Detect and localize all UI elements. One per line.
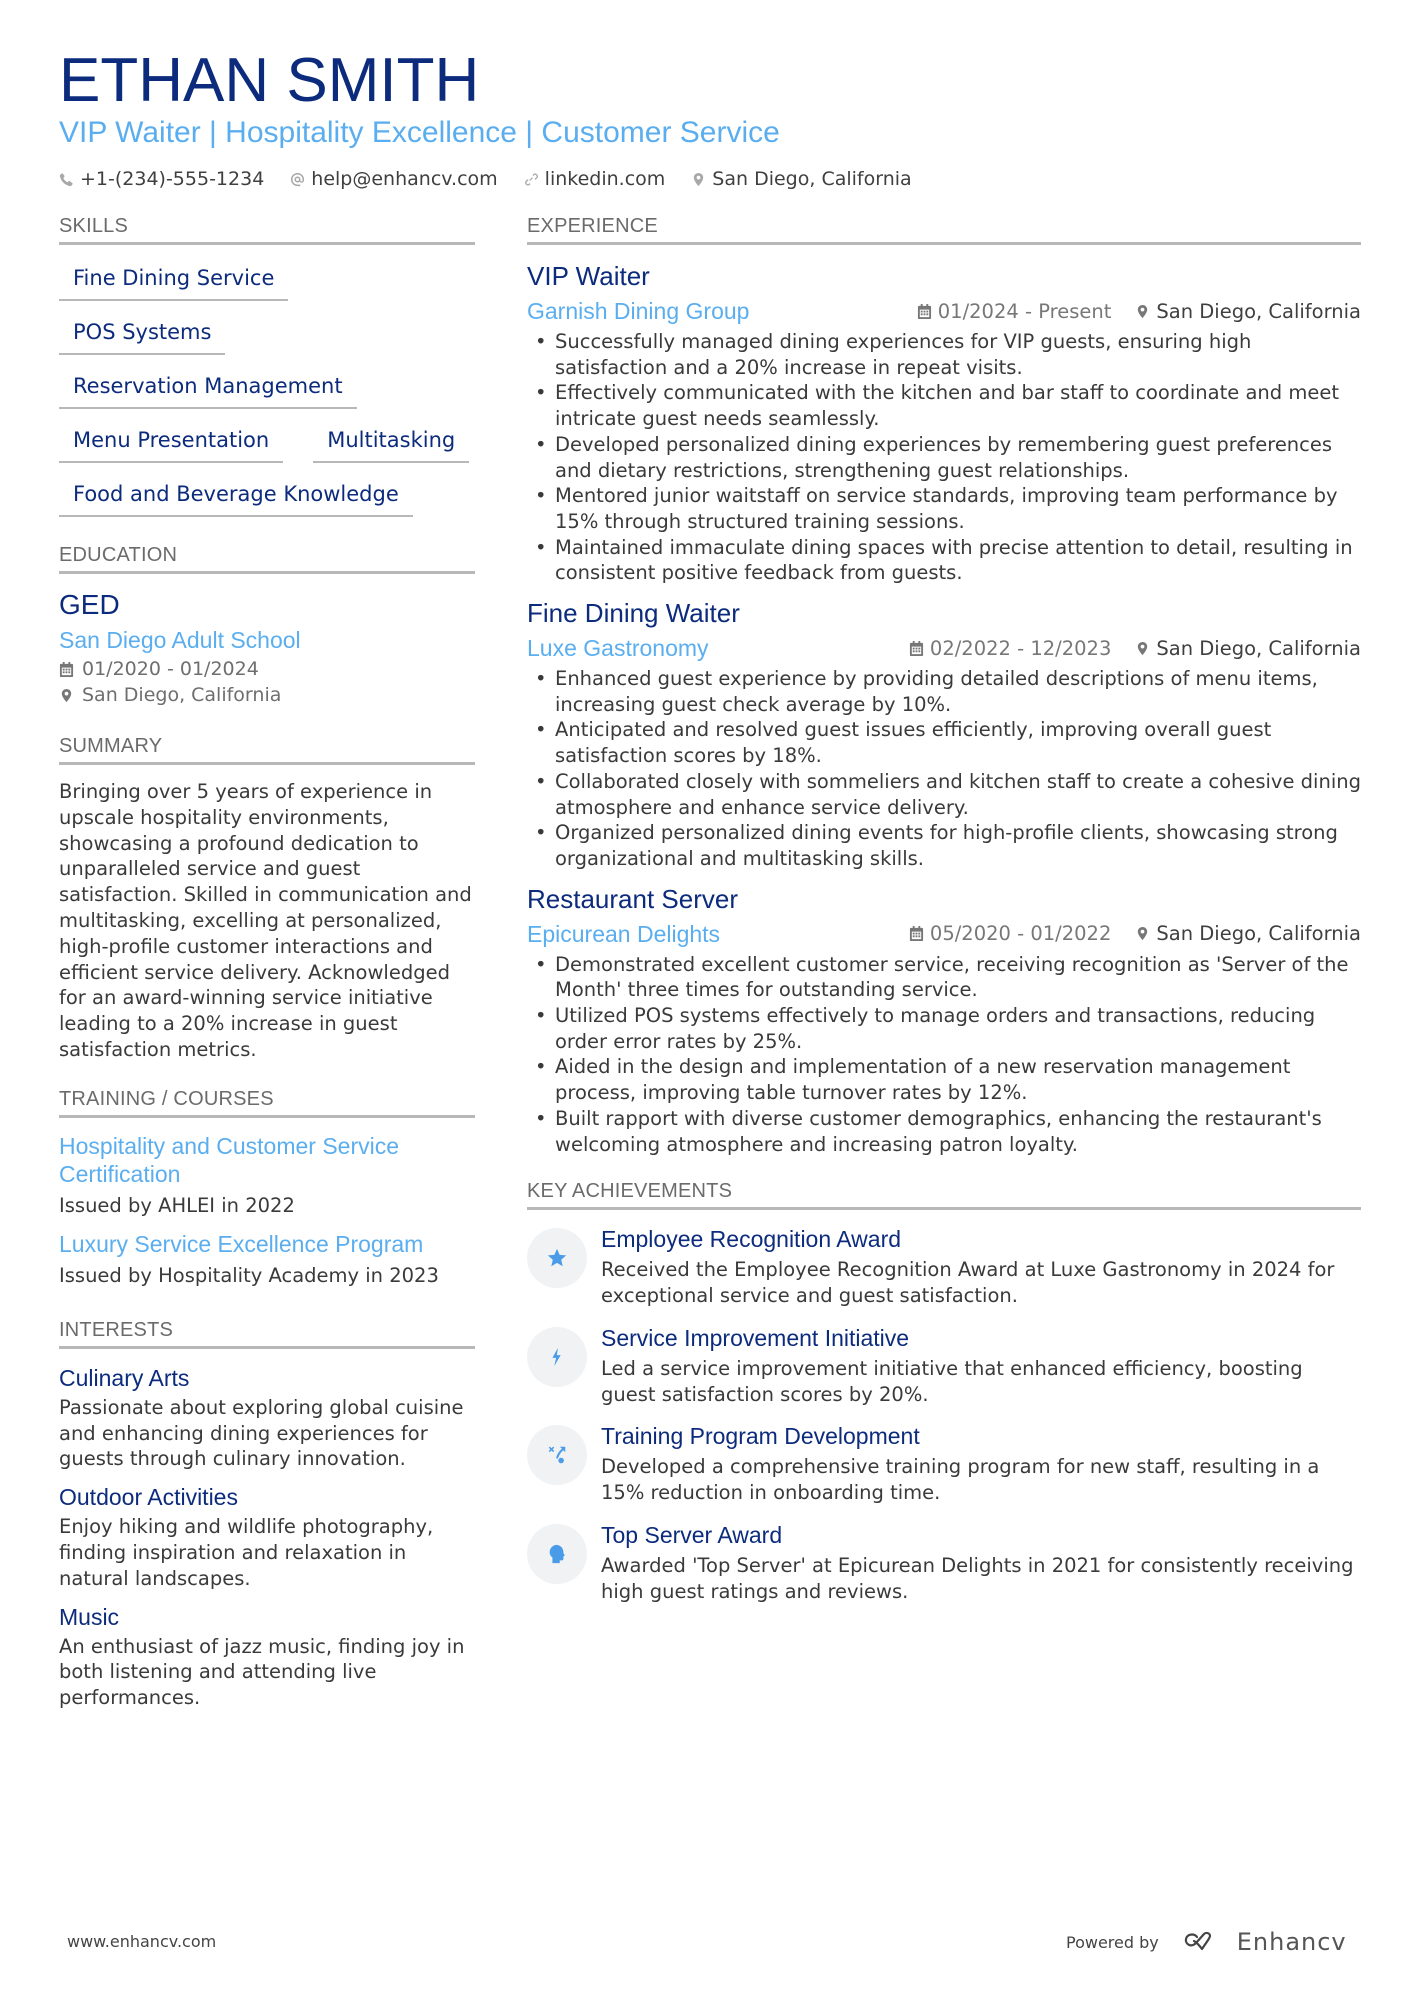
job-bullets xyxy=(527,329,1361,586)
job-dates-text: 05/2020 - 01/2022 xyxy=(929,922,1112,946)
contact-location-text: San Diego, California xyxy=(712,168,912,190)
left-column xyxy=(59,214,475,1721)
achievement-item xyxy=(527,1421,1361,1506)
job-company: Luxe Gastronomy xyxy=(527,635,709,662)
interest-desc: Passionate about exploring global cuisine and enhancing dining experiences for guests through culinary innovation. xyxy=(59,1395,464,1471)
at-icon xyxy=(290,172,305,187)
job-location xyxy=(1135,637,1361,660)
achievement-desc: Received the Employee Recognition Award at Luxe Gastronomy in 2024 for exceptional service and guest satisfaction. xyxy=(601,1258,1335,1308)
achievement-body xyxy=(601,1323,1361,1408)
job-bullet: • Aided in the design and implementation of a new reservation management process, improving table turnover rates by 12%. xyxy=(527,1054,1361,1105)
link-icon xyxy=(524,172,539,187)
course-item xyxy=(59,1132,475,1220)
achievement-desc: Awarded 'Top Server' at Epicurean Delights in 2021 for consistently receiving high guest ratings and reviews. xyxy=(601,1554,1354,1603)
job-bullet: • Developed personalized dining experiences by remembering guest preferences and dietary restrictions, strengthening guest relationships. xyxy=(527,432,1361,483)
interests-section xyxy=(59,1318,475,1711)
right-column xyxy=(527,214,1361,1619)
job-entry xyxy=(527,259,1361,586)
achievement-body xyxy=(601,1224,1361,1309)
interest-desc: Enjoy hiking and wildlife photography, finding inspiration and relaxation in natural landscapes. xyxy=(59,1515,434,1590)
course-title: Luxury Service Excellence Program xyxy=(59,1230,424,1257)
job-subheader xyxy=(527,295,1361,327)
resume-header xyxy=(59,46,1359,190)
job-title: Fine Dining Waiter xyxy=(527,598,740,629)
section-heading: INTERESTS xyxy=(59,1318,475,1349)
location-icon xyxy=(59,688,74,703)
achievement-icon-badge xyxy=(527,1327,587,1387)
section-heading: TRAINING / COURSES xyxy=(59,1087,475,1118)
achievement-title: Employee Recognition Award xyxy=(601,1226,902,1253)
job-bullet: • Effectively communicated with the kitchen and bar staff to coordinate and meet intricate guest needs seamlessly. xyxy=(527,380,1361,431)
calendar-icon xyxy=(59,662,74,677)
job-location xyxy=(1135,922,1361,945)
course-issuer: Issued by AHLEI in 2022 xyxy=(59,1193,295,1217)
location-icon xyxy=(1135,926,1150,941)
skill-tag: Reservation Management xyxy=(59,367,357,409)
job-bullet: • Anticipated and resolved guest issues efficiently, improving overall guest satisfaction scores by 18%. xyxy=(527,717,1361,768)
education-section xyxy=(59,543,475,708)
education-dates xyxy=(59,656,475,682)
job-dates xyxy=(909,637,1111,660)
job-dates-text: 02/2022 - 12/2023 xyxy=(929,636,1112,660)
experience-section xyxy=(527,214,1361,1157)
skill-tag: Fine Dining Service xyxy=(59,259,288,301)
interest-title: Music xyxy=(59,1603,120,1630)
summary-section xyxy=(59,734,475,1063)
education-degree: GED xyxy=(59,589,120,620)
achievement-icon-badge xyxy=(527,1524,587,1584)
job-location-text: San Diego, California xyxy=(1156,636,1361,660)
course-issuer: Issued by Hospitality Academy in 2023 xyxy=(59,1263,439,1287)
job-bullet: • Demonstrated excellent customer service, receiving recognition as 'Server of the Month' three times for outstanding service. xyxy=(527,952,1361,1003)
job-dates-text: 01/2024 - Present xyxy=(937,299,1112,323)
job-bullet: • Mentored junior waitstaff on service standards, improving team performance by 15% through structured training sessions. xyxy=(527,483,1361,534)
skill-tag: POS Systems xyxy=(59,313,225,355)
strategy-icon xyxy=(546,1444,568,1466)
contact-linkedin-text: linkedin.com xyxy=(544,168,666,190)
job-subheader xyxy=(527,918,1361,950)
achievements-section xyxy=(527,1179,1361,1604)
course-item xyxy=(59,1230,475,1290)
job-subheader xyxy=(527,632,1361,664)
job-location-text: San Diego, California xyxy=(1156,299,1361,323)
achievement-body xyxy=(601,1421,1361,1506)
achievement-title: Top Server Award xyxy=(601,1522,783,1549)
achievement-body xyxy=(601,1520,1361,1605)
powered-by-label: Powered by xyxy=(1066,1932,1159,1952)
job-company: Garnish Dining Group xyxy=(527,298,750,324)
section-heading: SUMMARY xyxy=(59,734,475,765)
calendar-icon xyxy=(909,641,924,656)
job-bullets xyxy=(527,952,1361,1158)
job-title: VIP Waiter xyxy=(527,261,650,291)
job-entry xyxy=(527,882,1361,1158)
job-bullet: • Utilized POS systems effectively to manage orders and transactions, reducing order error rates by 25%. xyxy=(527,1003,1361,1054)
job-entry xyxy=(527,596,1361,872)
section-heading: EXPERIENCE xyxy=(527,214,1361,245)
brand-logo[interactable] xyxy=(1181,1928,1347,1956)
bolt-icon xyxy=(546,1346,568,1368)
star-icon xyxy=(546,1247,568,1269)
achievement-icon-badge xyxy=(527,1228,587,1288)
job-title: Restaurant Server xyxy=(527,883,738,914)
achievement-desc: Developed a comprehensive training program for new staff, resulting in a 15% reduction in onboarding time. xyxy=(601,1455,1320,1505)
achievement-icon-badge xyxy=(527,1425,587,1485)
contact-phone-text: +1-(234)-555-1234 xyxy=(80,168,265,190)
job-bullet: • Enhanced guest experience by providing detailed descriptions of menu items, increasing guest check average by 10%. xyxy=(527,666,1361,717)
achievement-item xyxy=(527,1323,1361,1408)
contact-linkedin[interactable] xyxy=(524,168,666,190)
job-bullet: • Organized personalized dining events for high-profile clients, showcasing strong organizational and multitasking skills. xyxy=(527,820,1361,871)
skill-tag: Food and Beverage Knowledge xyxy=(59,475,413,517)
footer-branding xyxy=(1066,1928,1347,1956)
interest-item xyxy=(59,1602,475,1711)
job-bullet: • Successfully managed dining experiences for VIP guests, ensuring high satisfaction and a 20% increase in repeat visits. xyxy=(527,329,1361,380)
section-heading: EDUCATION xyxy=(59,543,475,574)
interest-item xyxy=(59,1482,475,1591)
training-section xyxy=(59,1087,475,1290)
candidate-name: ETHAN SMITH xyxy=(59,46,480,115)
contact-location xyxy=(691,168,911,190)
location-icon xyxy=(1135,641,1150,656)
job-location xyxy=(1135,300,1361,323)
contact-bar xyxy=(59,168,1359,190)
skills-section xyxy=(59,214,475,517)
achievement-desc: Led a service improvement initiative that enhanced efficiency, boosting guest satisfaction scores by 20%. xyxy=(601,1356,1303,1406)
location-icon xyxy=(691,172,706,187)
skill-tag: Multitasking xyxy=(313,421,469,463)
course-title: Hospitality and Customer Service Certification xyxy=(59,1132,400,1187)
location-icon xyxy=(1135,304,1150,319)
job-bullet: • Maintained immaculate dining spaces with precise attention to detail, resulting in consistent positive feedback from guests. xyxy=(527,535,1361,586)
job-meta xyxy=(909,637,1361,660)
contact-phone xyxy=(59,168,264,190)
education-location-text: San Diego, California xyxy=(82,684,282,706)
achievement-item xyxy=(527,1224,1361,1309)
job-meta xyxy=(917,300,1361,323)
achievement-title: Service Improvement Initiative xyxy=(601,1324,910,1351)
summary-text: Bringing over 5 years of experience in upscale hospitality environments, showcasing a profound dedication to unparalleled service and guest satisfaction. Skilled in communication and multitasking, excelling at personalized, high-profile customer interactions and efficient service delivery. Acknowledged for an award-winning service initiative leading to a 20% increase in guest satisfaction metrics. xyxy=(59,780,472,1061)
achievement-item xyxy=(527,1520,1361,1605)
candidate-headline: VIP Waiter | Hospitality Excellence | Customer Service xyxy=(59,116,780,149)
brand-name: Enhancv xyxy=(1236,1928,1347,1956)
job-location-text: San Diego, California xyxy=(1156,922,1361,946)
interest-title: Culinary Arts xyxy=(59,1364,190,1391)
job-dates xyxy=(917,300,1112,323)
section-heading: KEY ACHIEVEMENTS xyxy=(527,1179,1361,1210)
contact-email-text: help@enhancv.com xyxy=(311,168,498,190)
job-bullet: • Collaborated closely with sommeliers and kitchen staff to create a cohesive dining atmosphere and enhance service delivery. xyxy=(527,769,1361,820)
education-school: San Diego Adult School xyxy=(59,627,301,653)
interest-title: Outdoor Activities xyxy=(59,1484,238,1511)
section-heading: SKILLS xyxy=(59,214,475,245)
calendar-icon xyxy=(909,926,924,941)
job-company: Epicurean Delights xyxy=(527,920,721,947)
contact-email[interactable] xyxy=(290,168,497,190)
interest-desc: An enthusiast of jazz music, finding joy in both listening and attending live performances. xyxy=(59,1634,465,1710)
skill-tag: Menu Presentation xyxy=(59,421,283,463)
footer-website[interactable]: www.enhancv.com xyxy=(67,1932,217,1951)
education-location xyxy=(59,682,475,708)
skills-list xyxy=(59,259,475,517)
achievement-title: Training Program Development xyxy=(601,1423,920,1450)
job-dates xyxy=(909,922,1111,945)
job-meta xyxy=(909,922,1361,945)
job-bullet: • Built rapport with diverse customer demographics, enhancing the restaurant's welcoming atmosphere and increasing patron loyalty. xyxy=(527,1106,1361,1157)
job-bullets xyxy=(527,666,1361,872)
calendar-icon xyxy=(917,304,932,319)
enhancv-logo-icon xyxy=(1181,1930,1227,1954)
head-icon xyxy=(546,1543,568,1565)
education-dates-text: 01/2020 - 01/2024 xyxy=(82,658,259,680)
interest-item xyxy=(59,1363,475,1472)
phone-icon xyxy=(59,172,74,187)
